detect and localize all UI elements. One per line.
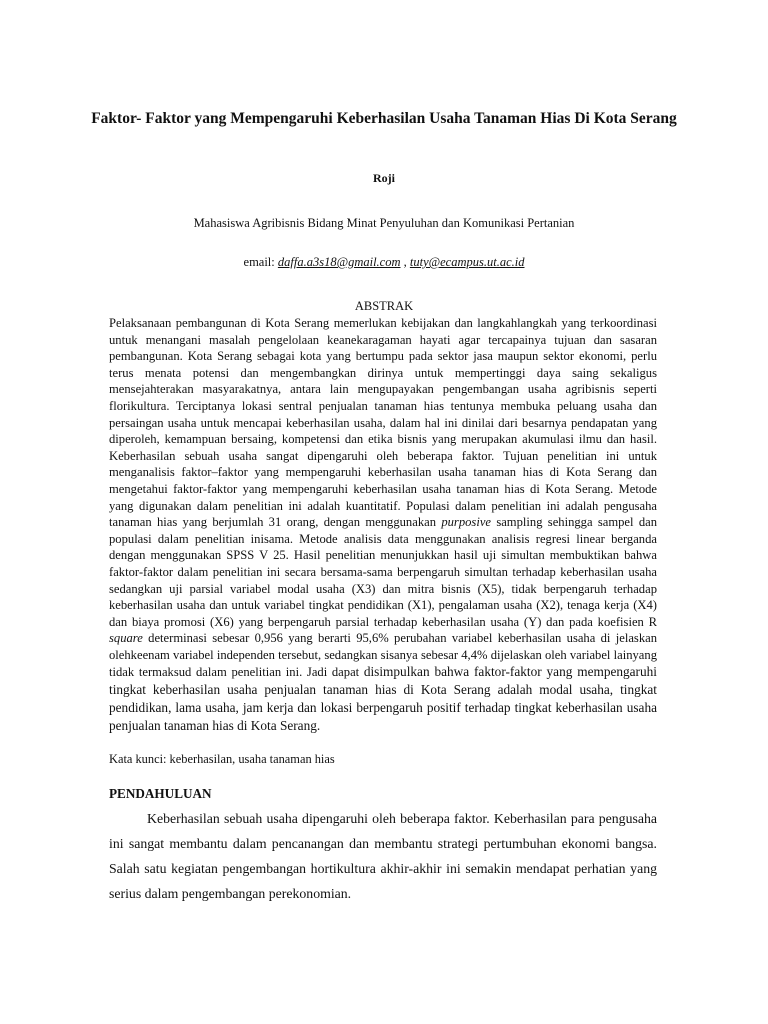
abstract-italic-purposive: purposive	[441, 515, 491, 530]
email-line	[0, 255, 768, 270]
email-link-1[interactable]: daffa.a3s18@gmail.com	[277, 255, 401, 269]
abstract-conclusion: disimpulkan bahwa faktor-faktor yang mempengaruhi tingkat keberhasilan usaha penjualan tanaman hias di Kota Serang adalah modal usaha, tingkat pendidikan, lama usaha, jam kerja dan lokasi berpengaruh positif terhadap tingkat keberhasilan usaha penjualan tanaman hias di Kota Serang.	[109, 664, 657, 734]
author-affiliation: Mahasiswa Agribisnis Bidang Minat Penyuluhan dan Komunikasi Pertanian	[193, 216, 575, 230]
abstract-text	[109, 315, 657, 735]
abstract-heading: ABSTRAK	[354, 299, 414, 313]
abstract-italic-square: square	[109, 631, 143, 646]
section-heading: PENDAHULUAN	[109, 786, 212, 801]
abstract-part-2: sampling sehingga sampel dan populasi dalam penelitian inisama. Metode analisis data menggunakan analisis regresi linear berganda dengan menggunakan SPSS V 25. Hasil penelitian menunjukkan hasil uji simultan membuktikan bahwa faktor-faktor dalam penelitian ini secara bersama-sama berpengaruh simultan terhadap keberhasilan usaha sedangkan uji parsial variabel modal usaha (X3) dan mitra bisnis (X5), tidak berpengaruh terhadap keberhasilan usaha dan untuk variabel tingkat pendidikan (X1), pengalaman usaha (X2), tenaga kerja (X4) dan biaya promosi (X6) yang berpengaruh parsial terhadap keberhasilan usaha (Y) dan pada koefisien R	[109, 515, 658, 629]
author-name: Roji	[373, 171, 395, 185]
abstract-part-1: Pelaksanaan pembangunan di Kota Serang memerlukan kebijakan dan langkahlangkah yang terkoordinasi untuk menangani masalah pengelolaan keanekaragaman hayati agar tercapainya tujuan dan sasaran pembangunan. Kota Serang sebagai kota yang bertumpu pada sektor jasa maupun sektor ekonomi, perlu terus menata potensi dan mengembangkan dirinya untuk mempertinggi daya saing sekaligus mensejahterakan masyarakatnya, antara lain mengupayakan pengembangan usaha agribisnis seperti florikultura. Terciptanya lokasi sentral penjualan tanaman hias tentunya membuka peluang usaha dan persaingan usaha untuk mencapai keberhasilan usaha, dalam hal ini dinilai dari besarnya pendapatan yang diperoleh, kemampuan bersaing, kompetensi dan etika bisnis yang merupakan akumulasi ilmu dan hasil. Keberhasilan sebuah usaha sangat dipengaruhi oleh beberapa faktor. Tujuan penelitian ini untuk menganalisis faktor–faktor yang mempengaruhi keberhasilan usaha tanaman hias di Kota Serang dan mengetahui faktor-faktor yang mempengaruhi keberhasilan usaha tanaman hias di Kota Serang. Metode yang digunakan dalam penelitian ini adalah kuantitatif. Populasi dalam penelitian ini adalah pengusaha tanaman hias yang berjumlah 31 orang, dengan menggunakan	[109, 316, 657, 530]
abstract-part-3: determinasi sebesar 0,956 yang berarti 95,6% perubahan variabel keberhasilan usaha di jelaskan olehkeenam variabel independen tersebut, sedangkan sisanya sebesar 4,4% dijelaskan oleh variabel lainyang tidak termaksud dalam penelitian ini. Jadi dapat	[109, 631, 658, 680]
paper-title: Faktor- Faktor yang Mempengaruhi Keberhasilan Usaha Tanaman Hias Di Kota Serang	[91, 110, 677, 127]
email-link-2[interactable]: tuty@ecampus.ut.ac.id	[409, 255, 525, 269]
section-paragraph: Keberhasilan sebuah usaha dipengaruhi oleh beberapa faktor. Keberhasilan para pengusaha ini sangat membantu dalam pencanangan dan membantu strategi pertumbuhan ekonomi bangsa. Salah satu kegiatan pengembangan hortikultura akhir-akhir ini semakin mendapat perhatian yang serius dalam pengembangan perekonomian.	[109, 811, 657, 901]
email-label: email:	[243, 255, 275, 269]
email-separator: ,	[403, 255, 407, 269]
keywords: Kata kunci: keberhasilan, usaha tanaman hias	[109, 752, 335, 766]
